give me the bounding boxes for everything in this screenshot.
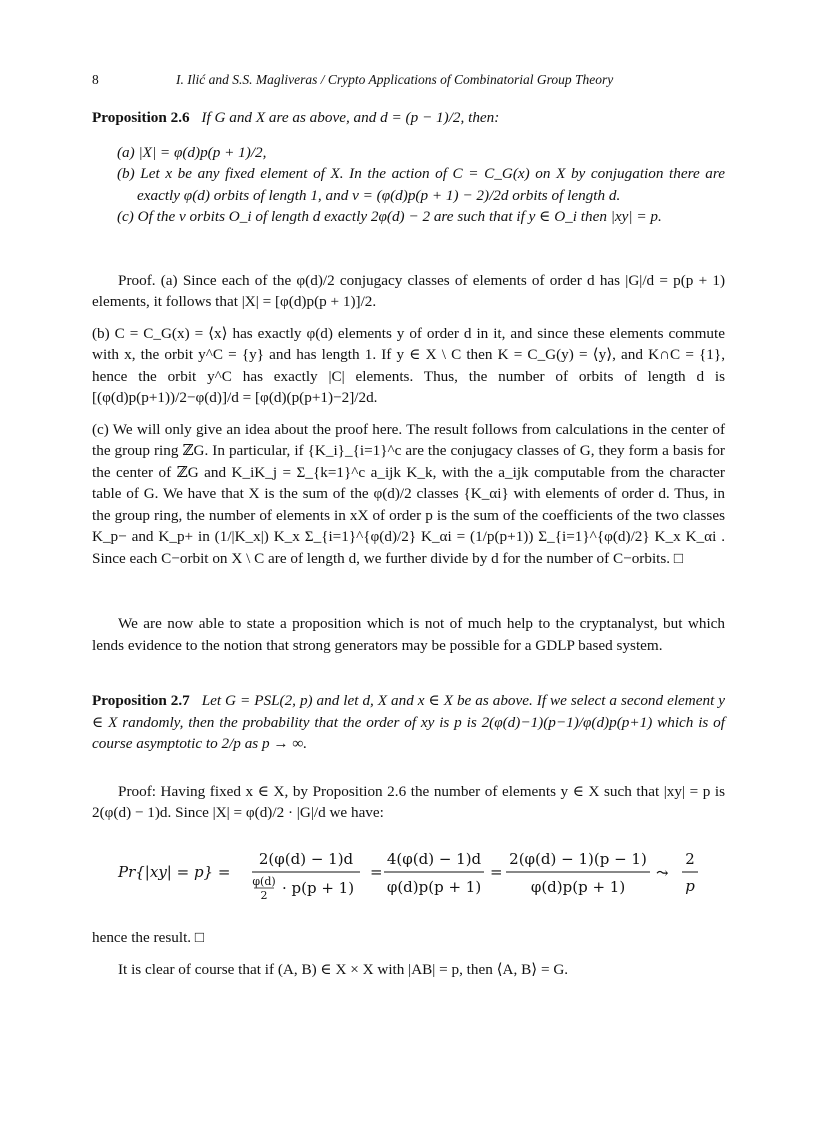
eq-f4-den: p	[685, 876, 695, 895]
eq-f1-den-c: · p(p + 1)	[281, 878, 355, 897]
eq-f2-num: 4(φ(d) − 1)d	[386, 849, 482, 868]
proof-part-b: (b) C = C_G(x) = ⟨x⟩ has exactly φ(d) elements y of order d in it, and since these elements commute with x, the orbit y^C = {y} and has length 1. If y ∈ X \ C then K = C_G(y) = ⟨y⟩, and K∩C = {1}, hence the orbit y^C has exactly |C| elements. Thus, the number of orbits of length d is [(φ(d)p(p+1))/2−φ(d)]/d = [φ(d)(p(p+1)−2]/2d.	[92, 324, 725, 406]
eq-sim: ⤳	[656, 863, 669, 882]
proposition-2-6-statement: If G and X are as above, and d = (p − 1)/2, then:	[201, 109, 500, 126]
proof-conclusion: hence the result. □	[92, 929, 205, 946]
proposition-2-6-items	[92, 142, 725, 228]
proposition-item-c: (c) Of the v orbits O_i of length d exactly 2φ(d) − 2 are such that if y ∈ O_i then |xy| = p.	[117, 208, 662, 225]
closing-remark: It is clear of course that if (A, B) ∈ X × X with |AB| = p, then ⟨A, B⟩ = G.	[118, 960, 569, 978]
page-body	[92, 103, 725, 980]
proposition-item-b: (b) Let x be any fixed element of X. In the action of C = C_G(x) on X by conjugation there are exactly φ(d) orbits of length 1, and v = (φ(d)p(p + 1) − 2)/2d orbits of length d.	[117, 165, 725, 204]
proposition-item-a: (a) |X| = φ(d)p(p + 1)/2,	[117, 143, 267, 161]
eq-f1-num: 2(φ(d) − 1)d	[258, 849, 354, 868]
display-equation	[92, 842, 725, 912]
eq-f1-den-b: 2	[260, 888, 268, 902]
proposition-2-7-statement: Let G = PSL(2, p) and let d, X and x ∈ X be as above. If we select a second element y ∈ X randomly, then the probability that the order of xy is p is 2(φ(d)−1)(p−1)/φ(d)p(p+1) which is of course asymptotic to 2/p as p → ∞.	[92, 692, 726, 752]
page-number: 8	[92, 72, 99, 87]
eq-f2-den: φ(d)p(p + 1)	[386, 877, 482, 896]
eq-lhs: Pr{|xy| = p} =	[118, 862, 231, 881]
equation-svg	[92, 842, 725, 904]
running-head: I. Ilić and S.S. Magliveras / Crypto Applications of Combinatorial Group Theory	[176, 72, 614, 87]
proof-part-c: (c) We will only give an idea about the proof here. The result follows from calculations in the center of the group ring ℤG. In particular, if {K_i}_{i=1}^c are the conjugacy classes of G, they form a basis for the center of ℤG and K_iK_j = Σ_{k=1}^c a_ijk K_k, with the a_ijk computable from the character table of G. We have that X is the sum of the φ(d)/2 classes {K_αi} with elements of order d. Thus, in the group ring, the number of elements in xX of order p is the sum of the coefficients of the two classes K_p− and K_p+ in (1/|K_x|) K_x Σ_{i=1}^{φ(d)/2} K_αi = (1/p(p+1)) Σ_{i=1}^{φ(d)/2} K_x K_αi . Since each C−orbit on X \ C are of length d, we further divide by d for the number of C−orbits. □	[92, 420, 725, 567]
proposition-2-6	[92, 107, 725, 129]
proof-2-7: Proof: Having fixed x ∈ X, by Proposition 2.6 the number of elements y ∈ X such that |xy| = p is 2(φ(d) − 1)d. Since |X| = φ(d)/2 · |G|/d we have:	[92, 782, 725, 821]
eq-f1-den-a: φ(d)	[252, 874, 276, 888]
eq-equals-1: =	[370, 862, 383, 881]
eq-f3-den: φ(d)p(p + 1)	[530, 877, 626, 896]
proposition-2-6-title: Proposition 2.6	[92, 109, 190, 126]
intro-paragraph: We are now able to state a proposition which is not of much help to the cryptanalyst, but which lends evidence to the notion that strong generators may be possible for a GDLP based system.	[92, 615, 725, 654]
proof-part-a: Proof. (a) Since each of the φ(d)/2 conjugacy classes of elements of order d has |G|/d = p(p + 1) elements, it follows that |X| = [φ(d)p(p + 1)]/2.	[92, 271, 725, 310]
eq-equals-2: =	[490, 862, 503, 881]
eq-f3-num: 2(φ(d) − 1)(p − 1)	[509, 849, 647, 868]
eq-f4-num: 2	[685, 849, 695, 868]
proposition-2-7-title: Proposition 2.7	[92, 692, 190, 709]
proposition-2-7	[92, 690, 725, 755]
